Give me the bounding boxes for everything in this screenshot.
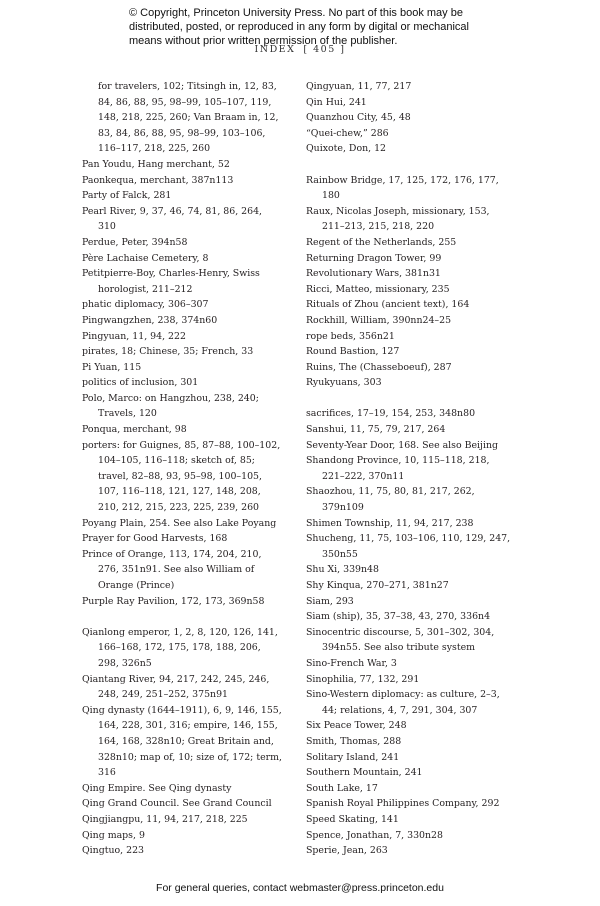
index-entry: Qing dynasty (1644–1911), 6, 9, 146, 155, 164, 228, 301, 316; empire, 146, 155, 164, 168, 328n10; Great Britain and, 328n10; map of, 10; size of, 172; term, 316 <box>82 704 282 779</box>
index-entry: sacrifices, 17–19, 154, 253, 348n80 <box>306 408 476 420</box>
index-entry: Shaozhou, 11, 75, 80, 81, 217, 262, 379n109 <box>306 486 475 514</box>
index-entry: Sanshui, 11, 75, 79, 217, 264 <box>306 424 446 436</box>
index-entry: Père Lachaise Cemetery, 8 <box>82 252 209 264</box>
index-entry: Siam (ship), 35, 37–38, 43, 270, 336n4 <box>306 611 491 623</box>
index-entry: Pingyuan, 11, 94, 222 <box>82 330 186 342</box>
letter-group-gap <box>82 609 282 625</box>
page-number: [ 405 ] <box>303 44 346 55</box>
index-entry: Sperie, Jean, 263 <box>306 845 388 857</box>
index-entry: Six Peace Tower, 248 <box>306 720 407 732</box>
index-entry: Sinocentric discourse, 5, 301–302, 304, 394n55. See also tribute system <box>306 626 495 654</box>
index-entry: Sino-Western diplomacy: as culture, 2–3, 44; relations, 4, 7, 291, 304, 307 <box>306 689 500 716</box>
copyright-line: distributed, posted, or reproduced in any form by digital or mechanical <box>129 21 469 33</box>
index-entry: Ryukyuans, 303 <box>306 377 382 389</box>
index-entry: Siam, 293 <box>306 595 354 607</box>
index-entry: politics of inclusion, 301 <box>82 377 199 389</box>
index-entry: Spence, Jonathan, 7, 330n28 <box>306 829 443 841</box>
index-entry: Shucheng, 11, 75, 103–106, 110, 129, 247, 350n55 <box>306 533 511 560</box>
index-entry: Qiantang River, 94, 217, 242, 245, 246, 248, 249, 251–252, 375n91 <box>82 673 270 701</box>
letter-group-gap <box>306 157 511 173</box>
index-entry: Rituals of Zhou (ancient text), 164 <box>306 299 470 311</box>
index-entry: Shimen Township, 11, 94, 217, 238 <box>306 517 474 529</box>
index-entry: Sino-French War, 3 <box>306 657 397 669</box>
running-head <box>0 44 600 55</box>
index-entry: Petitpierre-Boy, Charles-Henry, Swiss horologist, 211–212 <box>82 268 260 295</box>
index-column-right <box>306 79 511 859</box>
index-entry: South Lake, 17 <box>306 782 378 794</box>
index-entry: porters: for Guignes, 85, 87–88, 100–102, 104–105, 116–118; sketch of, 85; travel, 82–88, 93, 95–98, 100–105, 107, 116–118, 121, 127, 148, 208, 210, 212, 215, 223, 225, 239, 260 <box>82 439 281 514</box>
index-entry: Raux, Nicolas Joseph, missionary, 153, 211–213, 215, 218, 220 <box>306 205 490 233</box>
index-entry: Paonkequa, merchant, 387n113 <box>82 174 234 186</box>
index-entry: Qin Hui, 241 <box>306 96 367 108</box>
index-entry: Revolutionary Wars, 381n31 <box>306 268 441 280</box>
index-entry: Poyang Plain, 254. See also Lake Poyang <box>82 517 277 529</box>
index-entry: Rainbow Bridge, 17, 125, 172, 176, 177, 180 <box>306 174 499 202</box>
index-entry: Speed Skating, 141 <box>306 813 399 825</box>
index-entry: Shy Kinqua, 270–271, 381n27 <box>306 580 449 591</box>
index-entry: Seventy-Year Door, 168. See also Beijing <box>306 439 498 451</box>
index-entry: Regent of the Netherlands, 255 <box>306 236 457 248</box>
index-entry: Sinophilia, 77, 132, 291 <box>306 673 420 685</box>
index-entry: Qing Grand Council. See Grand Council <box>82 798 272 810</box>
index-entry: Solitary Island, 241 <box>306 751 400 763</box>
index-entry: Shandong Province, 10, 115–118, 218, 221–222, 370n11 <box>306 455 490 482</box>
copyright-line: means without prior written permission of the publisher. <box>129 35 398 47</box>
index-entry: Southern Mountain, 241 <box>306 767 423 779</box>
index-entry: Ruins, The (Chasseboeuf), 287 <box>306 361 452 373</box>
running-head-section: INDEX <box>254 44 296 55</box>
index-entry: pirates, 18; Chinese, 35; French, 33 <box>82 346 254 358</box>
index-entry: Qing maps, 9 <box>82 829 145 841</box>
letter-group-gap <box>306 391 511 407</box>
index-entry: Pan Youdu, Hang merchant, 52 <box>82 158 230 170</box>
index-entry: Ricci, Matteo, missionary, 235 <box>306 283 450 295</box>
index-entry: Returning Dragon Tower, 99 <box>306 252 442 264</box>
index-entry: Qingjiangpu, 11, 94, 217, 218, 225 <box>82 813 248 825</box>
index-entry: Quixote, Don, 12 <box>306 143 387 155</box>
index-entry: for travelers, 102; Titsingh in, 12, 83, 84, 86, 88, 95, 98–99, 105–107, 119, 148, 218, 225, 260; Van Braam in, 12, 83, 84, 86, 88, 95, 98–99, 103–106, 116–117, 218, 225, 260 <box>98 81 279 155</box>
copyright-notice <box>129 6 489 48</box>
index-entry: Qingyuan, 11, 77, 217 <box>306 81 412 92</box>
index-column-left <box>82 79 282 859</box>
index-entry: phatic diplomacy, 306–307 <box>82 299 209 311</box>
index-entry: Prince of Orange, 113, 174, 204, 210, 276, 351n91. See also William of Orange (Prince) <box>82 548 262 591</box>
index-entry: rope beds, 356n21 <box>306 330 395 342</box>
footer-contact: For general queries, contact webmaster@press.princeton.edu <box>156 882 444 894</box>
index-entry: Rockhill, William, 390nn24–25 <box>306 314 452 326</box>
index-entry: Shu Xi, 339n48 <box>306 564 379 576</box>
index-entry: Qing Empire. See Qing dynasty <box>82 782 232 794</box>
index-entry: Pearl River, 9, 37, 46, 74, 81, 86, 264, 310 <box>82 205 263 233</box>
index-entry: Spanish Royal Philippines Company, 292 <box>306 798 500 810</box>
index-entry: Pingwangzhen, 238, 374n60 <box>82 314 218 326</box>
index-entry: Pi Yuan, 115 <box>82 361 142 373</box>
index-entry: Qianlong emperor, 1, 2, 8, 120, 126, 141, 166–168, 172, 175, 178, 188, 206, 298, 326n5 <box>82 626 278 669</box>
index-entry: Qingtuo, 223 <box>82 845 145 857</box>
index-entry: Prayer for Good Harvests, 168 <box>82 533 228 545</box>
index-entry: Ponqua, merchant, 98 <box>82 424 187 436</box>
copyright-line: © Copyright, Princeton University Press. No part of this book may be <box>129 7 463 19</box>
index-entry: Party of Falck, 281 <box>82 190 172 202</box>
index-entry: Quanzhou City, 45, 48 <box>306 112 411 124</box>
index-entry: Round Bastion, 127 <box>306 346 400 358</box>
index-entry: “Quei-chew,” 286 <box>306 127 389 139</box>
index-entry: Purple Ray Pavilion, 172, 173, 369n58 <box>82 595 265 607</box>
index-entry: Perdue, Peter, 394n58 <box>82 236 188 248</box>
index-entry: Smith, Thomas, 288 <box>306 735 402 747</box>
index-entry: Polo, Marco: on Hangzhou, 238, 240; Travels, 120 <box>82 392 259 420</box>
